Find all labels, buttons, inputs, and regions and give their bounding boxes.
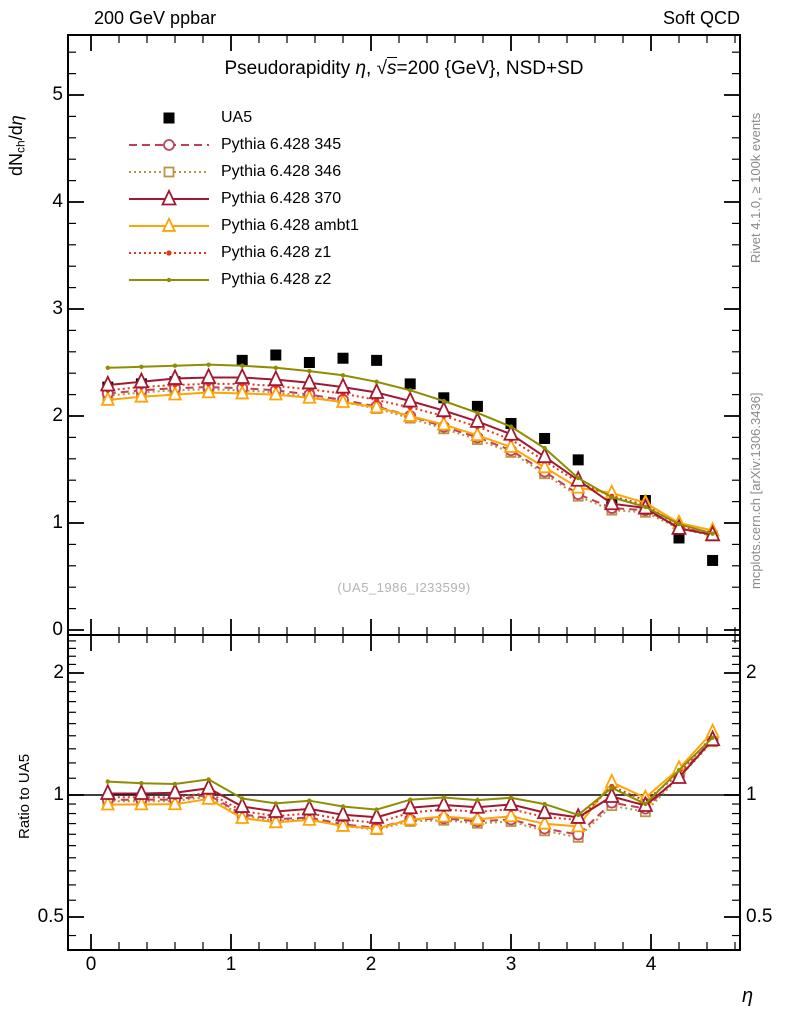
title-text: Pseudorapidity (224, 58, 356, 79)
legend-marker-pythia-346 (127, 161, 211, 183)
tick-label: 5 (52, 84, 63, 105)
ylabel-deta: /d (6, 125, 26, 141)
legend-item-pythia-345 (127, 134, 359, 156)
analysis-watermark: (UA5_1986_I233599) (337, 580, 471, 595)
header-process-label: Soft QCD (662, 8, 740, 28)
legend-label: Pythia 6.428 z2 (221, 271, 332, 288)
legend-label: UA5 (221, 109, 253, 126)
sqrt-symbol: √ (376, 58, 388, 79)
legend-label: Pythia 6.428 346 (221, 163, 342, 180)
tick-label: 0.5 (746, 906, 773, 927)
legend-marker-pythia-z1 (127, 242, 211, 264)
legend-item-pythia-z2 (127, 269, 359, 291)
tick-label: 2 (53, 662, 64, 683)
main-panel-series (101, 350, 719, 566)
tick-label: 4 (52, 191, 63, 212)
tick-label: 0 (52, 619, 63, 640)
legend-item-ua5 (127, 107, 359, 129)
series-pythia-ambt1 (102, 725, 718, 834)
series-UA5 (102, 350, 718, 566)
header-beam-label: 200 GeV ppbar (94, 8, 217, 28)
tick-label: 0 (85, 954, 97, 975)
tick-label: 2 (746, 662, 757, 683)
tick-label: 3 (52, 298, 63, 319)
legend-marker-pythia-ambt1 (127, 215, 211, 237)
legend-marker-pythia-z2 (127, 269, 211, 291)
tick-label: 1 (746, 784, 757, 805)
legend-item-pythia-z1 (127, 242, 359, 264)
legend-item-pythia-370 (127, 188, 359, 210)
rivet-version-note: Rivet 4.1.0, ≥ 100k events (748, 112, 763, 263)
legend-marker-ua5 (127, 107, 211, 129)
legend-marker-pythia-345 (127, 134, 211, 156)
title-separator: , (366, 58, 377, 79)
tick-label: 2 (52, 405, 63, 426)
tick-label: 1 (53, 784, 64, 805)
title-energy-text: =200 {GeV}, NSD+SD (396, 58, 584, 79)
legend (127, 107, 359, 296)
legend-label: Pythia 6.428 z1 (221, 244, 332, 261)
ylabel-sub-ch: ch (13, 140, 28, 153)
legend-label: Pythia 6.428 345 (221, 136, 342, 153)
series-pythia-z2 (106, 362, 715, 535)
legend-label: Pythia 6.428 370 (221, 190, 342, 207)
tick-label: 1 (225, 954, 237, 975)
series-pythia-370 (101, 369, 719, 540)
tick-label: 1 (52, 512, 63, 533)
ratio-y-axis-label: Ratio to UA5 (16, 753, 33, 839)
tick-label: 0.5 (37, 906, 64, 927)
mcplots-reference-note: mcplots.cern.ch [arXiv:1306.3436] (748, 392, 763, 589)
tick-label: 2 (365, 954, 377, 975)
tick-label: 4 (645, 954, 657, 975)
plot-title (104, 57, 704, 81)
main-y-axis-label (6, 38, 28, 253)
tick-label: 3 (505, 954, 517, 975)
sqrt-s-symbol: s (387, 58, 397, 79)
x-axis-label-eta: η (742, 985, 754, 1007)
legend-marker-pythia-370 (127, 188, 211, 210)
ylabel-dn: dN (6, 152, 26, 176)
legend-label: Pythia 6.428 ambt1 (221, 217, 359, 234)
legend-item-pythia-ambt1 (127, 215, 359, 237)
title-eta-symbol: η (355, 58, 367, 79)
ratio-panel-series (101, 725, 719, 842)
legend-item-pythia-346 (127, 161, 359, 183)
ylabel-eta-symbol: η (6, 115, 26, 126)
